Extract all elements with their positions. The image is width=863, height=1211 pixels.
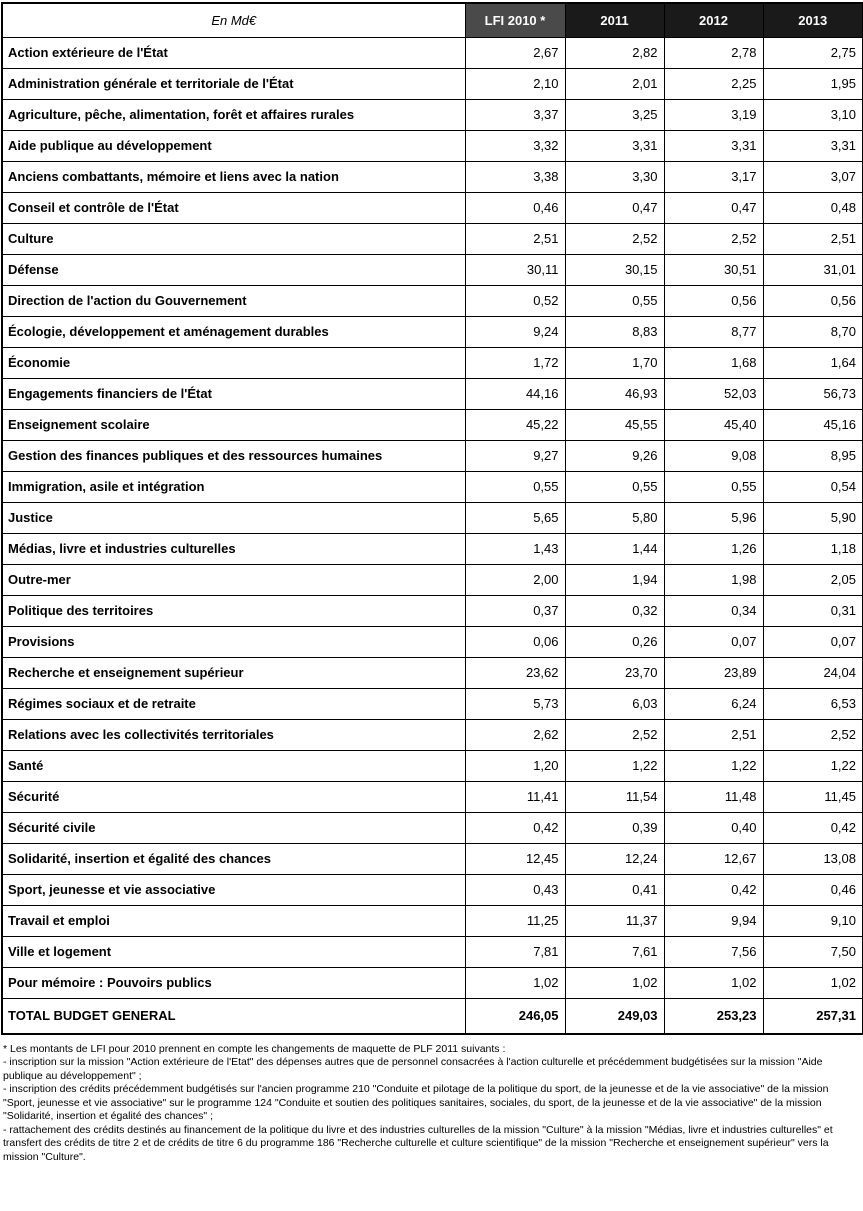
mission-label: Santé [2,750,465,781]
value-cell: 23,62 [465,657,565,688]
table-row [2,905,863,936]
unit-label: En Md€ [2,3,465,37]
value-cell: 9,08 [664,440,763,471]
table-row [2,564,863,595]
table-row [2,812,863,843]
table-row [2,626,863,657]
value-cell: 2,78 [664,37,763,68]
value-cell: 249,03 [565,998,664,1034]
mission-label: Médias, livre et industries culturelles [2,533,465,564]
table-row [2,440,863,471]
table-row [2,347,863,378]
value-cell: 6,24 [664,688,763,719]
value-cell: 8,70 [763,316,863,347]
value-cell: 1,02 [465,967,565,998]
value-cell: 2,51 [664,719,763,750]
value-cell: 1,72 [465,347,565,378]
value-cell: 11,41 [465,781,565,812]
value-cell: 3,25 [565,99,664,130]
value-cell: 52,03 [664,378,763,409]
value-cell: 45,55 [565,409,664,440]
mission-label: Justice [2,502,465,533]
value-cell: 45,22 [465,409,565,440]
value-cell: 3,19 [664,99,763,130]
value-cell: 3,31 [763,130,863,161]
mission-label: Pour mémoire : Pouvoirs publics [2,967,465,998]
value-cell: 0,07 [763,626,863,657]
value-cell: 3,30 [565,161,664,192]
table-row [2,161,863,192]
value-cell: 5,90 [763,502,863,533]
mission-label: Action extérieure de l'État [2,37,465,68]
value-cell: 11,48 [664,781,763,812]
mission-label: Culture [2,223,465,254]
value-cell: 246,05 [465,998,565,1034]
value-cell: 1,18 [763,533,863,564]
value-cell: 0,56 [763,285,863,316]
footnotes [1,1043,862,1164]
value-cell: 7,81 [465,936,565,967]
value-cell: 2,52 [565,223,664,254]
value-cell: 11,45 [763,781,863,812]
value-cell: 9,10 [763,905,863,936]
value-cell: 1,20 [465,750,565,781]
mission-label: Recherche et enseignement supérieur [2,657,465,688]
value-cell: 0,47 [565,192,664,223]
value-cell: 0,48 [763,192,863,223]
value-cell: 8,95 [763,440,863,471]
table-row [2,502,863,533]
value-cell: 12,45 [465,843,565,874]
table-row [2,719,863,750]
table-row [2,471,863,502]
mission-label: Direction de l'action du Gouvernement [2,285,465,316]
value-cell: 0,55 [565,285,664,316]
table-row [2,285,863,316]
mission-label: Relations avec les collectivités territoriales [2,719,465,750]
table-row [2,967,863,998]
value-cell: 1,43 [465,533,565,564]
table-row [2,750,863,781]
value-cell: 23,89 [664,657,763,688]
value-cell: 3,10 [763,99,863,130]
footnote-line: - rattachement des crédits destinés au financement de la politique du livre et des industries culturelles de la mission "Culture" à la mission "Médias, livre et industries culturelles" et transfert des crédits de titre 2 et de crédits de titre 6 du programme 186 "Recherche culturelle et culture scientifique" de la mission "Recherche et enseignement supérieur" vers la mission "Culture". [3,1123,833,1163]
value-cell: 6,03 [565,688,664,719]
value-cell: 3,31 [664,130,763,161]
value-cell: 0,40 [664,812,763,843]
budget-table [1,2,863,1035]
value-cell: 0,32 [565,595,664,626]
value-cell: 253,23 [664,998,763,1034]
column-header: LFI 2010 * [465,3,565,37]
table-body [2,37,863,1034]
value-cell: 0,46 [763,874,863,905]
value-cell: 8,77 [664,316,763,347]
column-header: 2011 [565,3,664,37]
value-cell: 0,52 [465,285,565,316]
value-cell: 11,54 [565,781,664,812]
value-cell: 7,61 [565,936,664,967]
value-cell: 7,56 [664,936,763,967]
value-cell: 8,83 [565,316,664,347]
table-row [2,316,863,347]
mission-label: Anciens combattants, mémoire et liens avec la nation [2,161,465,192]
value-cell: 3,17 [664,161,763,192]
value-cell: 3,38 [465,161,565,192]
value-cell: 2,00 [465,564,565,595]
column-header: 2013 [763,3,863,37]
value-cell: 13,08 [763,843,863,874]
mission-label: Politique des territoires [2,595,465,626]
value-cell: 2,05 [763,564,863,595]
value-cell: 0,06 [465,626,565,657]
footnote-line: - inscription sur la mission "Action extérieure de l'Etat" des dépenses autres que de personnel consacrées à l'action culturelle et précédemment budgétisées sur la mission "Aide publique au développement" ; [3,1056,823,1082]
value-cell: 0,47 [664,192,763,223]
value-cell: 0,43 [465,874,565,905]
value-cell: 9,26 [565,440,664,471]
mission-label: Aide publique au développement [2,130,465,161]
table-row [2,688,863,719]
value-cell: 30,51 [664,254,763,285]
value-cell: 1,44 [565,533,664,564]
total-row [2,998,863,1034]
value-cell: 0,42 [664,874,763,905]
value-cell: 0,42 [763,812,863,843]
value-cell: 257,31 [763,998,863,1034]
mission-label: Outre-mer [2,564,465,595]
value-cell: 6,53 [763,688,863,719]
table-row [2,223,863,254]
value-cell: 44,16 [465,378,565,409]
value-cell: 1,22 [664,750,763,781]
value-cell: 9,24 [465,316,565,347]
value-cell: 12,24 [565,843,664,874]
mission-label: Écologie, développement et aménagement durables [2,316,465,347]
value-cell: 5,73 [465,688,565,719]
value-cell: 3,32 [465,130,565,161]
value-cell: 5,96 [664,502,763,533]
mission-label: Défense [2,254,465,285]
value-cell: 1,95 [763,68,863,99]
value-cell: 0,34 [664,595,763,626]
value-cell: 3,31 [565,130,664,161]
value-cell: 0,07 [664,626,763,657]
value-cell: 1,22 [763,750,863,781]
mission-label: Sécurité [2,781,465,812]
value-cell: 2,25 [664,68,763,99]
table-row [2,843,863,874]
value-cell: 1,70 [565,347,664,378]
value-cell: 30,11 [465,254,565,285]
value-cell: 0,31 [763,595,863,626]
value-cell: 1,02 [664,967,763,998]
value-cell: 5,65 [465,502,565,533]
mission-label: Solidarité, insertion et égalité des chances [2,843,465,874]
value-cell: 2,52 [763,719,863,750]
value-cell: 2,51 [763,223,863,254]
value-cell: 0,55 [465,471,565,502]
table-row [2,192,863,223]
value-cell: 0,39 [565,812,664,843]
value-cell: 3,07 [763,161,863,192]
value-cell: 30,15 [565,254,664,285]
footnote-line: * Les montants de LFI pour 2010 prennent en compte les changements de maquette de PLF 2011 suivants : [3,1043,506,1055]
mission-label: Agriculture, pêche, alimentation, forêt et affaires rurales [2,99,465,130]
value-cell: 45,40 [664,409,763,440]
value-cell: 9,94 [664,905,763,936]
value-cell: 2,52 [565,719,664,750]
value-cell: 45,16 [763,409,863,440]
table-row [2,130,863,161]
table-row [2,595,863,626]
value-cell: 0,41 [565,874,664,905]
value-cell: 0,37 [465,595,565,626]
value-cell: 1,26 [664,533,763,564]
value-cell: 1,98 [664,564,763,595]
mission-label: Conseil et contrôle de l'État [2,192,465,223]
value-cell: 1,02 [565,967,664,998]
value-cell: 1,68 [664,347,763,378]
value-cell: 56,73 [763,378,863,409]
mission-label: Administration générale et territoriale de l'État [2,68,465,99]
value-cell: 0,55 [565,471,664,502]
value-cell: 0,42 [465,812,565,843]
table-row [2,657,863,688]
footnote-line: - inscription des crédits précédemment budgétisés sur l'ancien programme 210 "Conduite et pilotage de la politique du sport, de la jeunesse et de la vie associative" de la mission "Sport, jeunesse et vie associative" sur le programme 124 "Conduite et soutien des politiques sanitaires, sociales, du sport, de la jeunesse et de la vie associative" de la mission "Solidarité, insertion et égalité des chances" ; [3,1083,829,1123]
value-cell: 0,55 [664,471,763,502]
table-row [2,781,863,812]
value-cell: 23,70 [565,657,664,688]
mission-label: Travail et emploi [2,905,465,936]
value-cell: 2,51 [465,223,565,254]
table-row [2,37,863,68]
value-cell: 1,64 [763,347,863,378]
mission-label: Ville et logement [2,936,465,967]
value-cell: 11,37 [565,905,664,936]
value-cell: 2,52 [664,223,763,254]
mission-label: Sécurité civile [2,812,465,843]
table-row [2,68,863,99]
table-row [2,936,863,967]
mission-label: Engagements financiers de l'État [2,378,465,409]
value-cell: 1,94 [565,564,664,595]
table-row [2,874,863,905]
value-cell: 2,10 [465,68,565,99]
value-cell: 2,67 [465,37,565,68]
mission-label: Immigration, asile et intégration [2,471,465,502]
value-cell: 2,62 [465,719,565,750]
table-row [2,378,863,409]
value-cell: 31,01 [763,254,863,285]
table-row [2,409,863,440]
value-cell: 2,01 [565,68,664,99]
mission-label: Provisions [2,626,465,657]
value-cell: 1,22 [565,750,664,781]
mission-label: Gestion des finances publiques et des ressources humaines [2,440,465,471]
mission-label: Régimes sociaux et de retraite [2,688,465,719]
value-cell: 12,67 [664,843,763,874]
mission-label: Enseignement scolaire [2,409,465,440]
value-cell: 1,02 [763,967,863,998]
mission-label: Sport, jeunesse et vie associative [2,874,465,905]
value-cell: 9,27 [465,440,565,471]
value-cell: 11,25 [465,905,565,936]
mission-label: Économie [2,347,465,378]
value-cell: 7,50 [763,936,863,967]
value-cell: 24,04 [763,657,863,688]
mission-label: TOTAL BUDGET GENERAL [2,998,465,1034]
value-cell: 3,37 [465,99,565,130]
table-row [2,533,863,564]
value-cell: 0,56 [664,285,763,316]
column-header: 2012 [664,3,763,37]
value-cell: 0,46 [465,192,565,223]
value-cell: 5,80 [565,502,664,533]
value-cell: 46,93 [565,378,664,409]
header-row [2,3,863,37]
table-row [2,99,863,130]
value-cell: 2,75 [763,37,863,68]
table-row [2,254,863,285]
value-cell: 0,54 [763,471,863,502]
value-cell: 0,26 [565,626,664,657]
value-cell: 2,82 [565,37,664,68]
